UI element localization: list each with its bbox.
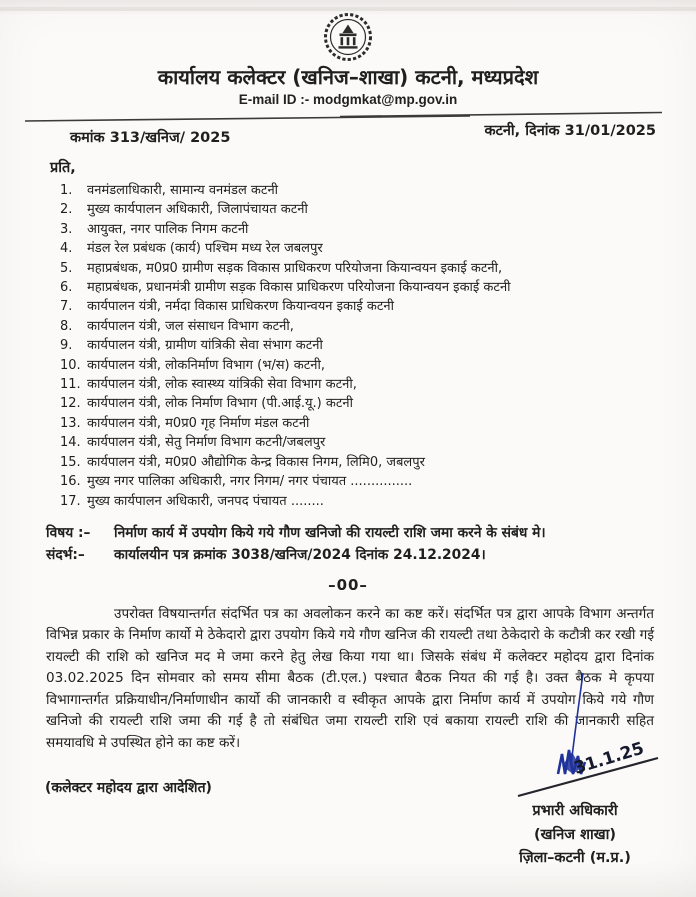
recipient-number: 4.: [60, 241, 73, 257]
recipient-text: कार्यपालन यंत्री, लोकनिर्माण विभाग (भ/स) कटनी,: [87, 357, 325, 373]
recipient-row: [60, 453, 666, 472]
recipient-row: [60, 356, 666, 375]
recipient-number: 1.: [60, 183, 73, 198]
recipient-row: [60, 336, 666, 355]
recipient-text: वनमंडलाधिकारी, सामान्य वनमंडल कटनी: [87, 183, 279, 198]
subject-row: [46, 523, 666, 542]
letter-number: कमांक 313/खनिज/ 2025: [70, 130, 231, 146]
signatory-district: ज़िला–कटनी (म.प्र.): [519, 850, 631, 866]
recipient-number: 16.: [60, 474, 81, 490]
recipient-number: 17.: [60, 493, 81, 509]
mp-government-seal-icon: [323, 12, 373, 62]
salutation: प्रति,: [50, 160, 76, 176]
recipient-row: [60, 472, 666, 491]
recipient-text: महाप्रबंधक, म0प्र0 ग्रामीण सड़क विकास प्राधिकरण परियोजना कियान्वयन इकाई कटनी,: [87, 260, 503, 276]
recipient-text: कार्यपालन यंत्री, ग्रामीण यांत्रिकी सेवा संभाग कटनी: [87, 338, 323, 354]
recipient-text: कार्यपालन यंत्री, सेतु निर्माण विभाग कटनी/जबलपुर: [87, 435, 326, 451]
signatory-block: [470, 800, 680, 871]
recipient-number: 12.: [60, 396, 81, 412]
recipient-number: 8.: [60, 318, 73, 334]
recipient-number: 11.: [60, 377, 81, 393]
recipient-row: [60, 200, 666, 219]
recipient-text: कार्यपालन यंत्री, म0प्र0 औद्योगिक केन्द्र विकास निगम, लिमि0, जबलपुर: [87, 454, 425, 470]
recipient-row: [60, 181, 666, 200]
meta-row: [70, 123, 656, 147]
recipient-row: [60, 375, 666, 394]
recipient-row: [60, 414, 666, 433]
recipient-text: मंडल रेल प्रबंधक (कार्य) पश्चिम मध्य रेल जबलपुर: [87, 241, 323, 257]
recipient-text: मुख्य नगर पालिका अधिकारी, नगर निगम/ नगर पंचायत ...............: [87, 474, 413, 490]
recipient-number: 7.: [60, 299, 73, 315]
subject-text: निर्माण कार्य में उपयोग किये गये गौण खनिजो की रायल्टी राशि जमा करने के संबंध मे।: [114, 524, 546, 541]
recipient-row: [60, 278, 666, 297]
recipient-number: 6.: [60, 280, 73, 296]
recipient-number: 3.: [60, 221, 73, 237]
subject-label: विषय :–: [46, 524, 91, 541]
recipient-text: कार्यपालन यंत्री, नर्मदा विकास प्राधिकरण कियान्वयन इकाई कटनी: [87, 299, 394, 315]
recipient-text: मुख्य कार्यपालन अधिकारी, जिलापंचायत कटनी: [87, 202, 308, 218]
recipient-text: महाप्रबंधक, प्रधानमंत्री ग्रामीण सड़क विकास प्राधिकरण परियोजना कियान्वयन इकाई कटनी: [87, 280, 511, 296]
recipient-row: [60, 239, 666, 258]
recipient-text: मुख्य कार्यपालन अधिकारी, जनपद पंचायत ........: [87, 493, 324, 509]
recipient-row: [60, 317, 666, 336]
recipient-row: [60, 433, 666, 452]
recipient-text: कार्यपालन यंत्री, जल संसाधन विभाग कटनी,: [87, 318, 294, 334]
recipient-number: 15.: [60, 454, 81, 470]
place-date: कटनी, दिनांक 31/01/2025: [484, 123, 656, 139]
signature-date: 31.1.25: [571, 738, 647, 779]
signature-scribble-icon: [470, 668, 690, 808]
ordered-by-note: (कलेक्टर महोदय द्वारा आदेशित): [45, 780, 212, 796]
office-title: कार्यालय कलेक्टर (खनिज–शाखा) कटनी, मध्यप्रदेश: [157, 65, 539, 89]
recipient-number: 9.: [60, 338, 73, 354]
signatory-branch: (खनिज शाखा): [534, 826, 616, 843]
recipient-number: 10.: [60, 357, 81, 373]
signatory-designation: प्रभारी अधिकारी: [532, 803, 618, 819]
recipient-text: कार्यपालन यंत्री, लोक निर्माण विभाग (पी.आई.यू.) कटनी: [87, 396, 354, 412]
section-divider: –00–: [328, 575, 368, 594]
recipient-text: कार्यपालन यंत्री, लोक स्वास्थ्य यांत्रिकी सेवा विभाग कटनी,: [87, 377, 357, 393]
recipient-row: [60, 297, 666, 316]
recipients-list: [0, 181, 696, 511]
reference-row: [46, 545, 666, 564]
recipient-text: कार्यपालन यंत्री, म0प्र0 गृह निर्माण मंडल कटनी: [87, 415, 310, 431]
body-paragraph: उपरोक्त विषयान्तर्गत संदर्भित पत्र का अवलोकन करने का कष्ट करें। संदर्भित पत्र द्वारा आपके विभाग अन्तर्गत विभिन्न प्रकार के निर्माण कार्यो मे ठेकेदारो द्वारा उपयोग किये गये गौण खनिज की रायल्टी तथा ठेकेदारो के कटौत्री कर रखी गई रायल्टी की राशि को खनिज मद मे जमा करने हेतु लेख किया गया था। जिसके संबंध में कलेक्टर महोदय द्वारा दिनांक 03.02.2025 दिन सोमवार को समय सीमा बैठक (टी.एल.) पश्चात बैठक नियत की गई है। उक्त बैठक मे कृपया विभागान्तर्गत प्रक्रियाधीन/निर्माणाधीन कार्यो की जानकारी व स्वीकृत आपके द्वारा निर्माण कार्य में उपयोग किये गये गौण खनिजो की रायल्टी राशि जमा की गई है तो संबंधित जमा रायल्टी राशि एवं बकाया रायल्टी राशि की जानकारी सहित समयावधि मे उपस्थित होने का कष्ट करें।: [46, 605, 654, 751]
recipient-row: [60, 394, 666, 413]
recipient-number: 14.: [60, 435, 81, 451]
recipient-number: 2.: [60, 202, 73, 218]
recipient-row: [60, 492, 666, 511]
recipient-number: 13.: [60, 415, 81, 431]
recipient-number: 5.: [60, 260, 73, 276]
recipient-row: [60, 220, 666, 239]
recipient-row: [60, 259, 666, 278]
reference-label: संदर्भ:–: [46, 546, 85, 563]
letter-content: [0, 10, 696, 754]
reference-text: कार्यालयीन पत्र क्रमांक 3038/खनिज/2024 दिनांक 24.12.2024।: [114, 546, 486, 563]
email-line: E-mail ID :- modgmkat@mp.gov.in: [238, 92, 458, 107]
emblem-wrap: [0, 12, 696, 62]
recipient-text: आयुक्त, नगर पालिक निगम कटनी: [87, 221, 249, 237]
